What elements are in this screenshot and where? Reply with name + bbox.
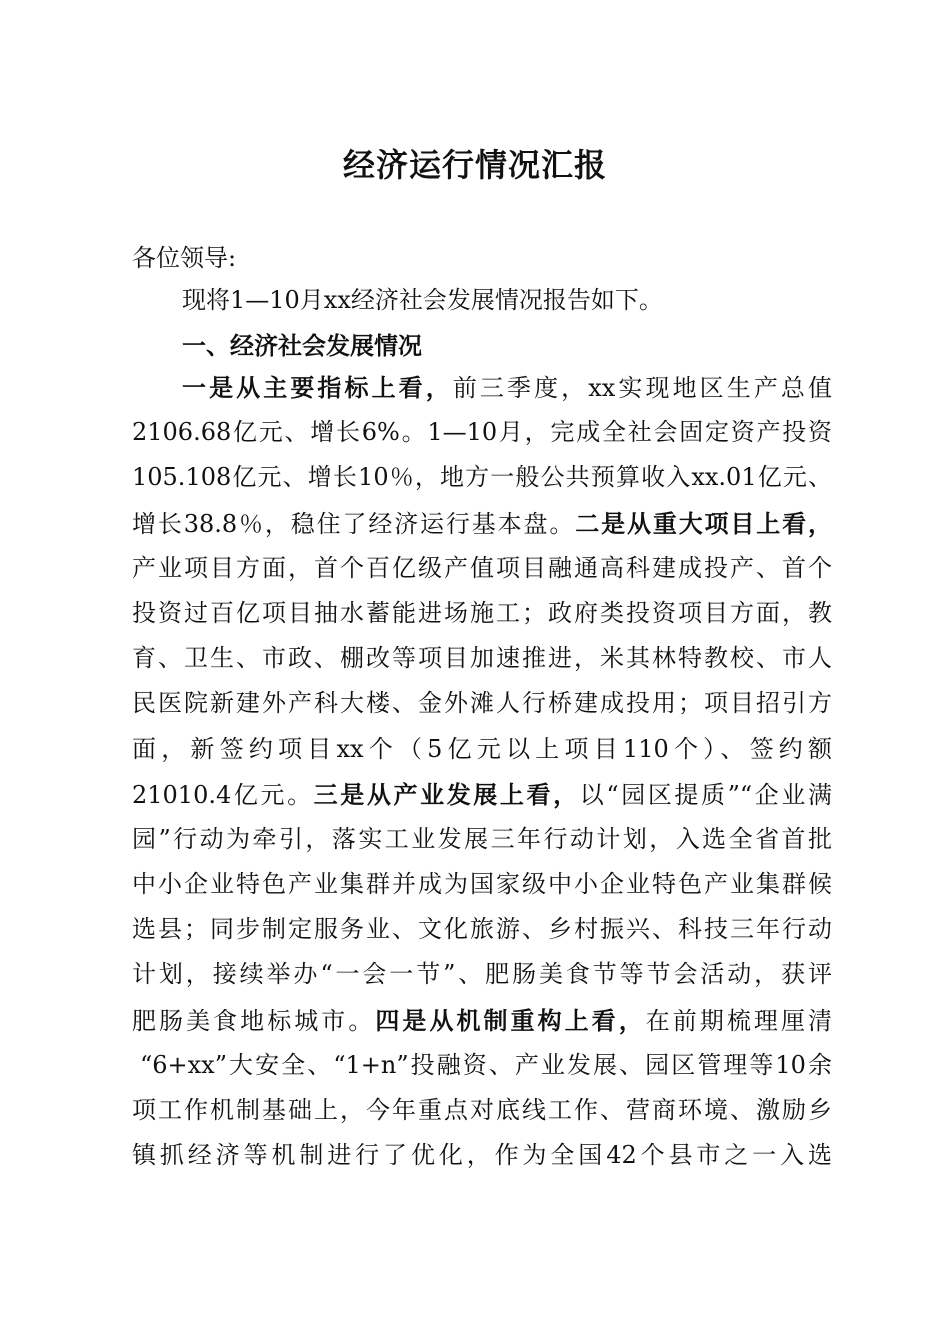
text-run: 中小企业特色产业集群并成为国家级中小企业特色产业集群候 [132, 870, 832, 899]
text-run: “6+xx”大安全、“1+n”投融资、产业发展、园区管理等10余 [140, 1050, 832, 1079]
text-run: 105.108亿元、增长10％，地方一般公共预算收入xx.01亿元、 [132, 463, 832, 492]
text-run: 项工作机制基础上，今年重点对底线工作、营商环境、激励乡 [132, 1096, 832, 1124]
text-run: 面，新签约项目xx个（5亿元以上项目110个）、签约额 [132, 734, 832, 763]
text-run: 镇抓经济等机制进行了优化，作为全国42个县市之一入选 [132, 1141, 832, 1170]
body-paragraph [132, 365, 832, 1178]
salutation: 各位领导: [132, 244, 237, 272]
paragraph-line [132, 772, 832, 817]
paragraph-line [132, 546, 832, 591]
paragraph-line [132, 998, 832, 1043]
paragraph-line [132, 501, 832, 546]
paragraph-line [132, 1133, 832, 1178]
text-run: 在前期梳理厘清 [645, 1006, 832, 1035]
paragraph-line [132, 410, 832, 455]
text-run: 园”行动为牵引，落实工业发展三年行动计划，入选全省首批 [132, 824, 832, 853]
paragraph-line [132, 365, 832, 410]
text-run: 前三季度，xx实现地区生产总值 [452, 374, 832, 402]
paragraph-line [132, 636, 832, 681]
section-heading: 一、经济社会发展情况 [182, 331, 422, 360]
bold-lead-phrase: 四是从机制重构上看， [375, 1005, 646, 1035]
bold-lead-phrase: 二是从重大项目上看， [575, 508, 832, 538]
paragraph-line [132, 817, 832, 862]
paragraph-line [132, 907, 832, 952]
text-run: 计划，接续举办“一会一节”、肥肠美食节等节会活动，获评 [132, 960, 832, 989]
text-run: 产业项目方面，首个百亿级产值项目融通高科建成投产、首个 [132, 553, 832, 582]
bold-lead-phrase: 一是从主要指标上看， [182, 373, 453, 402]
text-run: 投资过百亿项目抽水蓄能进场施工；政府类投资项目方面，教 [132, 598, 832, 627]
document-title: 经济运行情况汇报 [342, 146, 607, 184]
text-run: 肥肠美食地标城市。 [132, 1006, 376, 1035]
paragraph-line [132, 1043, 832, 1088]
text-run: 21010.4亿元。 [132, 780, 314, 809]
text-run: 以“园区提质”“企业满 [579, 780, 832, 809]
paragraph-line [132, 455, 832, 500]
paragraph-line [132, 591, 832, 636]
text-run: 民医院新建外产科大楼、金外滩人行桥建成投用；项目招引方 [132, 689, 832, 718]
text-run: 育、卫生、市政、棚改等项目加速推进，米其林特教校、市人 [132, 644, 832, 673]
paragraph-line [132, 952, 832, 997]
intro-paragraph: 现将1—10月xx经济社会发展情况报告如下。 [182, 286, 663, 314]
text-run: 选县；同步制定服务业、文化旅游、乡村振兴、科技三年行动 [132, 915, 832, 944]
paragraph-line [132, 727, 832, 772]
paragraph-line [132, 681, 832, 726]
paragraph-line [132, 1088, 832, 1133]
text-run: 增长38.8％，稳住了经济运行基本盘。 [132, 509, 576, 538]
bold-lead-phrase: 三是从产业发展上看， [313, 779, 580, 809]
paragraph-line [132, 862, 832, 907]
text-run: 2106.68亿元、增长6%。1—10月，完成全社会固定资产投资 [132, 418, 832, 447]
